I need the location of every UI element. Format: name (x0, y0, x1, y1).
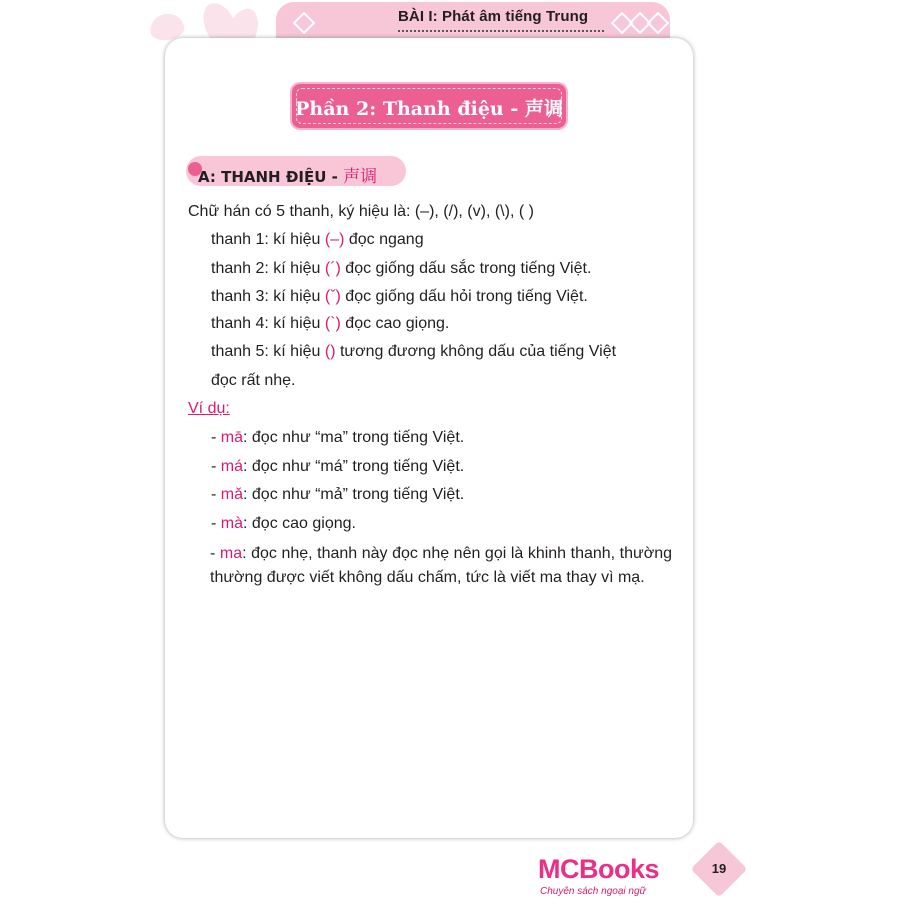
example-text: : đọc như “ma” trong tiếng Việt. (243, 429, 465, 446)
example-text: : đọc như “má” trong tiếng Việt. (243, 458, 465, 475)
example-word: ma (219, 545, 243, 562)
tone-mark: (–) (324, 231, 345, 248)
tone-prefix: thanh 3: kí hiệu (211, 288, 325, 305)
examples-label (188, 399, 230, 419)
example-item-paragraph (210, 542, 672, 590)
tone-description: đọc cao giọng. (340, 315, 450, 332)
example-word: má (220, 458, 244, 475)
tone-description: đọc ngang (344, 231, 424, 248)
example-word: mà (220, 515, 244, 532)
chapter-title: BÀI I: Phát âm tiếng Trung (398, 8, 589, 25)
page-number: 19 (711, 861, 727, 876)
example-text: : đọc cao giọng. (243, 515, 356, 532)
intro-text: Chữ hán có 5 thanh, ký hiệu là: (–), (/), (v), (\), ( ) (188, 203, 534, 220)
example-dash: - (211, 515, 221, 532)
tone-line (211, 230, 424, 250)
subsection-title (198, 162, 377, 187)
example-text: : đọc nhẹ, thanh này đọc nhẹ nên gọi là khinh thanh, thường thường được viết không dấu chấm, tức là viết ma thay vì mạ. (210, 545, 672, 586)
example-text: : đọc như “mả” trong tiếng Việt. (243, 486, 465, 503)
example-dash: - (211, 458, 221, 475)
tone-line-continued: đọc rất nhẹ. (211, 372, 296, 389)
example-item (211, 485, 464, 505)
subsection-chinese: 声调 (343, 167, 378, 187)
section-banner (292, 84, 566, 128)
example-item (211, 514, 356, 534)
tone-description: đọc giống dấu hỏi trong tiếng Việt. (340, 288, 588, 305)
logo-text: MCBooks (538, 854, 660, 884)
section-title: Phần 2: Thanh điệu - 声调 (295, 98, 563, 120)
examples-label-text: Ví dụ: (188, 400, 230, 417)
tone-line (211, 287, 588, 307)
tone-prefix: thanh 4: kí hiệu (211, 315, 325, 332)
publisher-logo (538, 854, 660, 897)
example-word: mǎ (220, 486, 244, 503)
example-word: mā (220, 429, 244, 446)
tone-prefix: thanh 5: kí hiệu (211, 343, 325, 360)
logo-tagline: Chuyên sách ngoại ngữ (540, 886, 646, 897)
example-dash: - (211, 429, 221, 446)
tone-line (211, 314, 449, 334)
example-dash: - (210, 545, 220, 562)
tone-description: tương đương không dấu của tiếng Việt (335, 343, 617, 360)
tone-mark: (ˇ) (324, 288, 341, 305)
tone-mark: (´) (324, 260, 341, 277)
tone-prefix: thanh 1: kí hiệu (211, 231, 325, 248)
tone-description: đọc giống dấu sắc trong tiếng Việt. (340, 260, 592, 277)
subsection-label: A: THANH ĐIỆU - (198, 168, 344, 186)
tone-mark: (`) (324, 315, 341, 332)
example-item (211, 457, 464, 477)
tone-line (211, 259, 591, 279)
example-item (211, 428, 464, 448)
tone-prefix: thanh 2: kí hiệu (211, 260, 325, 277)
chapter-title-underline (398, 30, 604, 32)
example-dash: - (211, 486, 221, 503)
tone-line (211, 342, 616, 362)
tone-mark: () (324, 343, 336, 360)
